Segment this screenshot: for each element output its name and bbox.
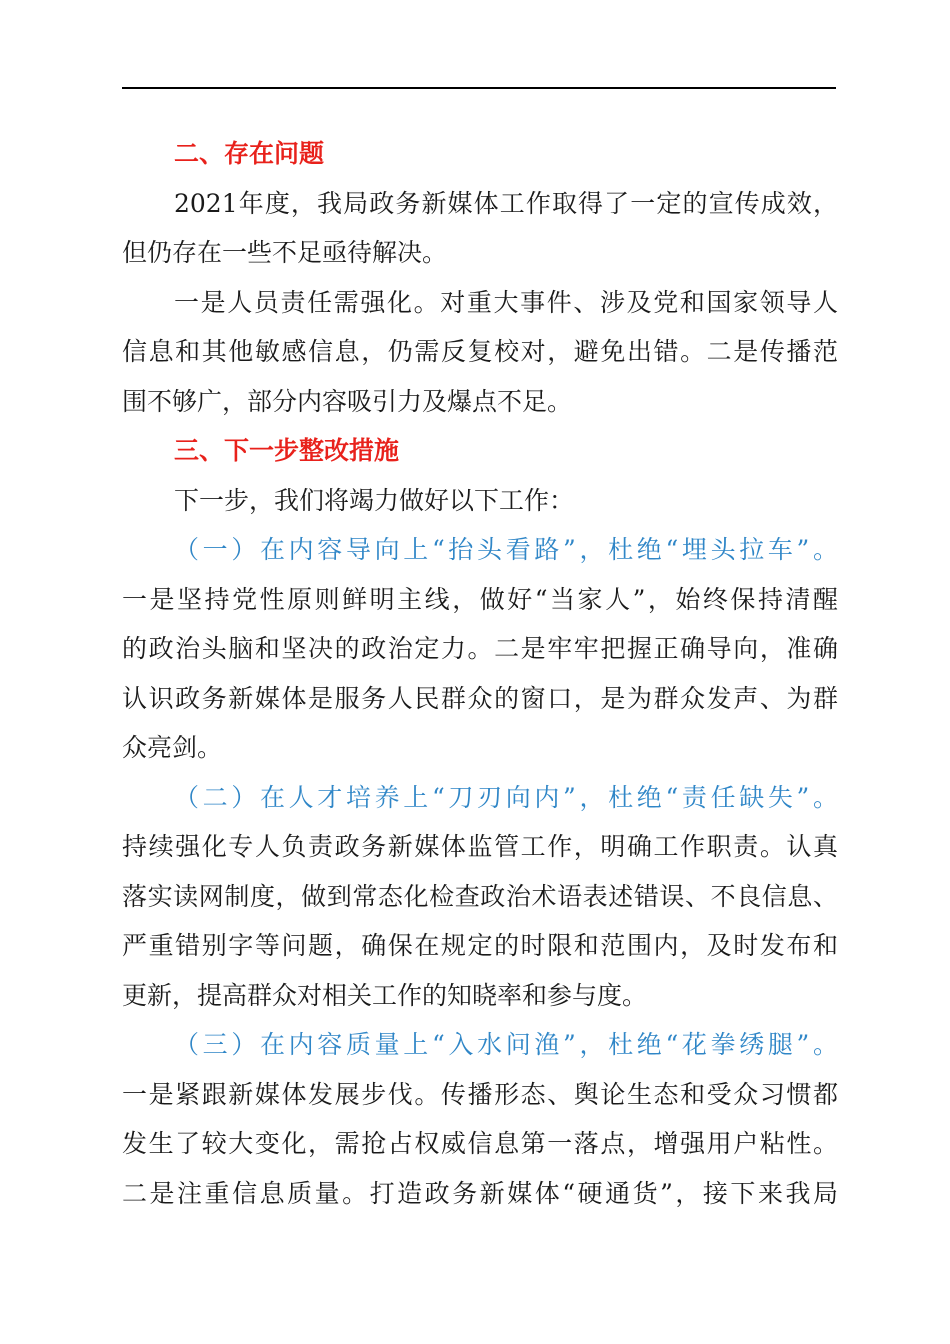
paragraph-line: 发生了较大变化，需抢占权威信息第一落点，增强用户粘性。 bbox=[122, 1129, 838, 1158]
section-heading-problems: 二、存在问题 bbox=[174, 139, 325, 168]
paragraph-line: 认识政务新媒体是服务人民群众的窗口，是为群众发声、为群 bbox=[122, 683, 838, 713]
paragraph-line: 2021年度，我局政务新媒体工作取得了一定的宣传成效， bbox=[174, 188, 838, 218]
paragraph-line: 但仍存在一些不足亟待解决。 bbox=[122, 238, 448, 267]
paragraph-line: 更新，提高群众对相关工作的知晓率和参与度。 bbox=[122, 980, 648, 1010]
paragraph-line: 一是紧跟新媒体发展步伐。传播形态、舆论生态和受众习惯都 bbox=[122, 1079, 838, 1109]
subheading-measure-3: （三）在内容质量上“入水问渔”，杜绝“花拳绣腿”。 bbox=[174, 1030, 838, 1059]
paragraph-line: 落实读网制度，做到常态化检查政治术语表述错误、不良信息、 bbox=[122, 881, 838, 911]
paragraph-line: 下一步，我们将竭力做好以下工作： bbox=[174, 485, 575, 515]
paragraph-line: 的政治头脑和坚决的政治定力。二是牢牢把握正确导向，准确 bbox=[122, 634, 838, 663]
paragraph-line: 一是人员责任需强化。对重大事件、涉及党和国家领导人 bbox=[174, 287, 838, 317]
paragraph-line: 围不够广，部分内容吸引力及爆点不足。 bbox=[122, 386, 573, 416]
subheading-measure-2: （二）在人才培养上“刀刃向内”，杜绝“责任缺失”。 bbox=[174, 782, 838, 812]
document-body bbox=[122, 129, 838, 1218]
subheading-measure-1: （一）在内容导向上“抬头看路”，杜绝“埋头拉车”。 bbox=[174, 535, 838, 564]
paragraph-line: 信息和其他敏感信息，仍需反复校对，避免出错。二是传播范 bbox=[122, 337, 838, 366]
paragraph-line: 一是坚持党性原则鲜明主线，做好“当家人”，始终保持清醒 bbox=[122, 584, 838, 614]
paragraph-line: 严重错别字等问题，确保在规定的时限和范围内，及时发布和 bbox=[122, 931, 838, 960]
paragraph-line: 众亮剑。 bbox=[122, 733, 223, 762]
header-rule bbox=[122, 87, 836, 89]
section-heading-measures: 三、下一步整改措施 bbox=[174, 436, 400, 465]
paragraph-line: 二是注重信息质量。打造政务新媒体“硬通货”，接下来我局 bbox=[122, 1178, 838, 1208]
paragraph-line: 持续强化专人负责政务新媒体监管工作，明确工作职责。认真 bbox=[122, 832, 838, 861]
